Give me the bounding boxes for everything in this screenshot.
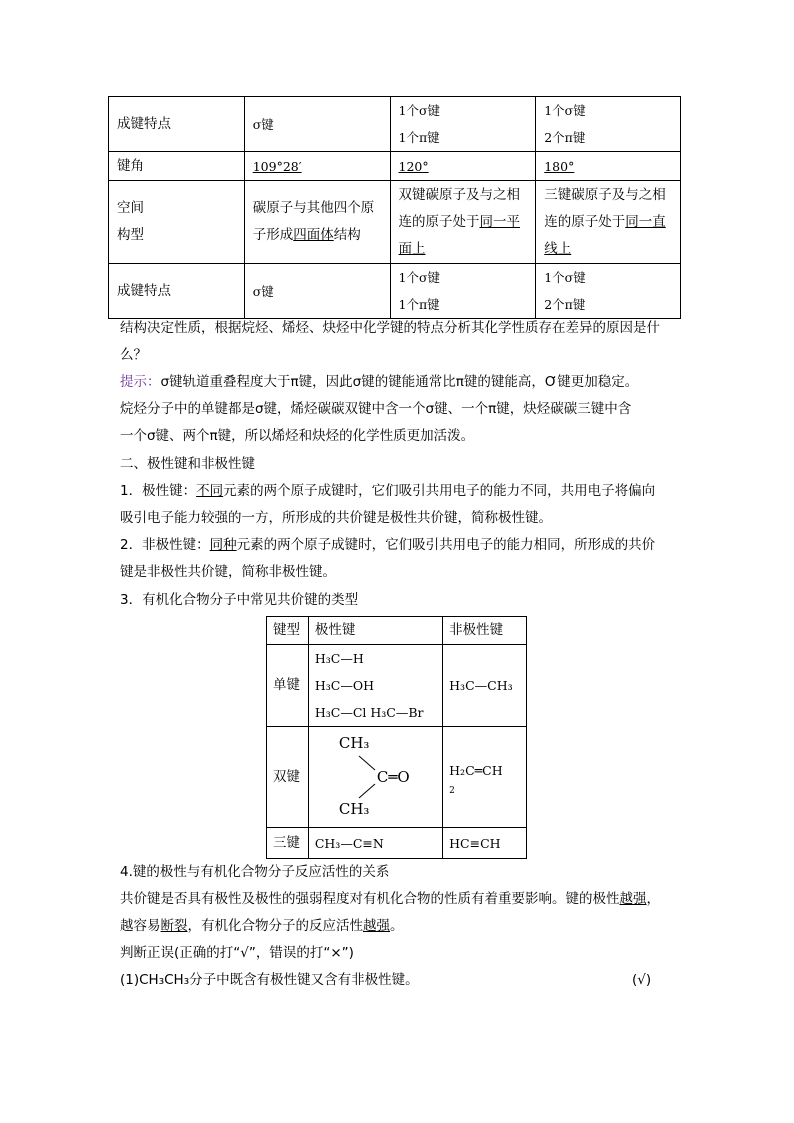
hint-line: 提示：σ键轨道重叠程度大于π键，因此σ键的键能通常比π键的键能高，Ơ键更加稳定。	[120, 374, 639, 390]
row-label: 单键	[267, 645, 309, 727]
paragraph-line: 越容易断裂，有机化合物分子的反应活性越强。	[120, 918, 404, 934]
cell: 1个σ键 1个π键	[390, 97, 536, 152]
table-row	[267, 645, 527, 727]
header-cell: 极性键	[308, 617, 442, 645]
cell: H₃C—CH₃	[443, 645, 527, 727]
row-label: 键角	[109, 152, 245, 181]
polar-def: 吸引电子能力较强的一方，所形成的共价键是极性共价键，简称极性键。	[120, 510, 552, 526]
table-row	[267, 828, 527, 859]
acetone-structure: CH₃ C═O CH₃	[315, 728, 442, 826]
cell: 180°	[536, 152, 681, 181]
cell: 三键碳原子及与之相 连的原子处于同一直 线上	[536, 181, 681, 264]
cell: 1个σ键 2个π键	[536, 97, 681, 152]
cell: H₂C═CH 2	[443, 727, 527, 828]
cell: HC≡CH	[443, 828, 527, 859]
table-row	[267, 727, 527, 828]
cell: σ键	[244, 97, 390, 152]
bond-type-table	[266, 616, 527, 859]
cell: H₃C—H H₃C—OH H₃C—Cl H₃C—Br	[308, 645, 442, 727]
cell: 120°	[390, 152, 536, 181]
table-row	[109, 97, 681, 152]
question-item: (1)CH₃CH₃分子中既含有极性键又含有非极性键。	[120, 972, 419, 988]
item-heading: 4.键的极性与有机化合物分子反应活性的关系	[120, 864, 390, 880]
paragraph-line: 共价键是否具有极性及极性的强弱程度对有机化合物的性质有着重要影响。键的极性越强，	[120, 891, 660, 907]
cell: 双键碳原子及与之相 连的原子处于同一平 面上	[390, 181, 536, 264]
hint-label: 提示：	[120, 374, 161, 390]
polar-def: 1．极性键：不同元素的两个原子成键时，它们吸引共用电子的能力不同，共用电子将偏向	[120, 483, 656, 499]
row-label: 空间 构型	[109, 181, 245, 264]
cell: CH₃—C≡N	[308, 828, 442, 859]
nonpolar-def: 2．非极性键：同种元素的两个原子成键时，它们吸引共用电子的能力相同，所形成的共价	[120, 537, 656, 553]
question-line: 么？	[120, 347, 147, 363]
bond-feature-table	[108, 96, 681, 319]
cell: 1个σ键 2个π键	[536, 264, 681, 319]
cell: σ键	[244, 264, 390, 319]
row-label: 成键特点	[109, 264, 245, 319]
section-heading: 二、极性键和非极性键	[120, 456, 255, 472]
header-cell: 非极性键	[443, 617, 527, 645]
table-header	[267, 617, 527, 645]
item-heading: 3．有机化合物分子中常见共价键的类型	[120, 592, 359, 608]
row-label: 成键特点	[109, 97, 245, 152]
nonpolar-def: 键是非极性共价键，简称非极性键。	[120, 564, 336, 580]
hint-line: 烷烃分子中的单键都是σ键，烯烃碳碳双键中含一个σ键、一个π键，炔烃碳碳三键中含	[120, 401, 632, 417]
hint-line: 一个σ键、两个π键，所以烯烃和炔烃的化学性质更加活泼。	[120, 428, 475, 444]
table-row	[109, 264, 681, 319]
judge-heading: 判断正误(正确的打“√”，错误的打“×”)	[120, 945, 354, 961]
table-row	[109, 152, 681, 181]
row-label: 双键	[267, 727, 309, 828]
table-row	[109, 181, 681, 264]
cell: 碳原子与其他四个原 子形成四面体结构	[244, 181, 390, 264]
question-line: 结构决定性质，根据烷烃、烯烃、炔烃中化学键的特点分析其化学性质存在差异的原因是什	[120, 320, 660, 336]
row-label: 三键	[267, 828, 309, 859]
header-cell: 键型	[267, 617, 309, 645]
cell: 109°28′	[244, 152, 390, 181]
answer-mark: (√)	[632, 972, 652, 988]
cell: 1个σ键 1个π键	[390, 264, 536, 319]
cell	[308, 727, 442, 828]
